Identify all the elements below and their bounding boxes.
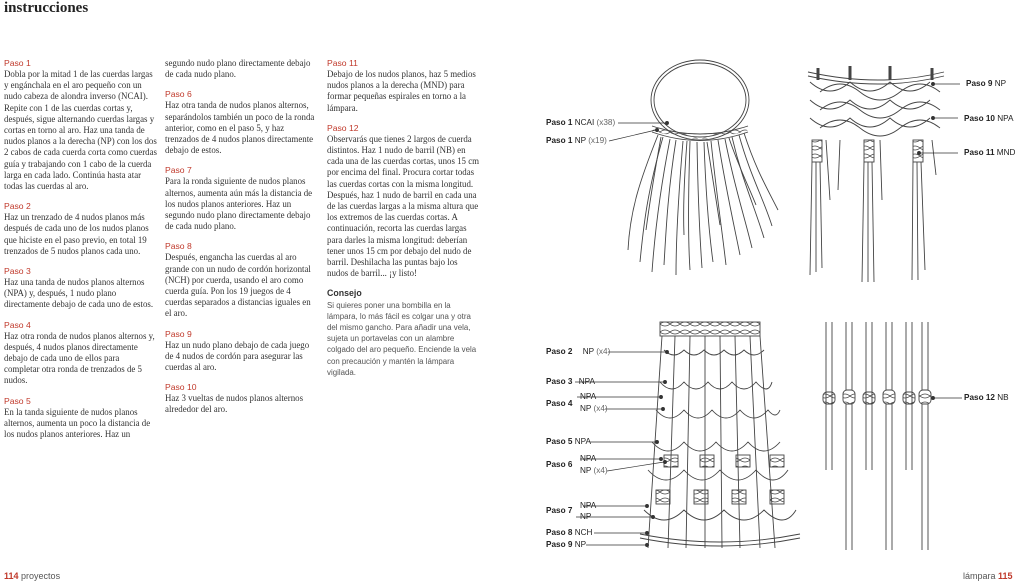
label-paso10-npa: Paso 10 NPA — [964, 114, 1014, 123]
label-paso9-np-top: Paso 9 NP — [966, 79, 1007, 88]
label-paso2-np: Paso 2 NP (x4) — [546, 347, 611, 356]
step-heading: Paso 11 — [327, 58, 358, 68]
step-heading: Paso 2 — [4, 201, 31, 212]
step-text: Haz un trenzado de 4 nudos planos más después de cada uno de los nudos planos que hiciste en el paso previo, en total 19 trenzados de 5 nudos planos cada uno. — [4, 212, 149, 256]
step-heading: Paso 7 — [165, 165, 192, 176]
diagram-net-cords — [808, 66, 944, 282]
label-paso4-np: NP (x4) — [580, 404, 608, 413]
section-name-right: lámpara — [963, 571, 996, 581]
diagram-barrel-knots — [823, 322, 931, 550]
label-paso3-npa: Paso 3 NPA — [546, 377, 595, 386]
label-paso5-npa: Paso 5 NPA — [546, 437, 591, 446]
label-paso4: Paso 4 — [546, 399, 573, 408]
diagram-ring-cords — [628, 60, 778, 275]
label-paso12-nb: Paso 12 NB — [964, 393, 1009, 402]
label-paso6: Paso 6 — [546, 460, 573, 469]
step-text: Haz otra ronda de nudos planos alternos y, después, 4 nudos planos directamente debajo de cada uno de ellos para completar otra ronda de trenzados de 5 nudos. — [4, 330, 155, 386]
tip-text: Si quieres poner una bombilla en la lámpara, lo más fácil es colgar una y otra del mismo gancho. Para añadir una vela, sujeta un portavelas con un alambre colgado del aro pequeño. Enciende la vela con precaución y mantén la lámpara vigilada. — [327, 300, 477, 377]
step-text: En la tanda siguiente de nudos planos alternos, aumenta un poco la distancia de los nudos planos anteriores. Haz un — [4, 406, 151, 440]
label-paso6-npa: NPA — [580, 454, 597, 463]
diagram-leader-lines — [575, 82, 962, 546]
page-number-right: 115 — [998, 571, 1013, 581]
step-text: segundo nudo plano directamente debajo de cada nudo plano. — [165, 58, 311, 80]
step-text: Haz un nudo plano debajo de cada juego de 4 nudos de cordón para asegurar las cuerdas al aro. — [165, 339, 310, 373]
step-heading: Paso 9 — [165, 328, 192, 339]
tip-heading: Consejo — [327, 288, 362, 299]
step-heading: Paso 4 — [4, 319, 31, 330]
label-paso8-nch: Paso 8 NCH — [546, 528, 593, 537]
step-text: Después, engancha las cuerdas al aro grande con un nudo de cordón horizontal (NCH) por cuerda, usando el aro como cuerda guía. Pon los 19 juegos de 4 cuerdas separados a distancias iguales en el aro. — [165, 252, 311, 319]
step-text: Haz otra tanda de nudos planos alternos, separándolos también un poco de la ronda anterior, como en el paso 5, y haz trenzados de 4 nudos planos directamente debajo de estos. — [165, 100, 315, 156]
step-heading: Paso 8 — [165, 241, 192, 252]
label-paso7-npa: NPA — [580, 501, 597, 510]
label-paso6-np: NP (x4) — [580, 466, 608, 475]
diagram-lamp-body — [640, 322, 800, 548]
step-heading: Paso 5 — [4, 395, 31, 406]
step-heading: Paso 12 — [327, 122, 359, 133]
step-text: Para la ronda siguiente de nudos planos alternos, aumenta aún más la distancia de los nudos planos anteriores. Haz un segundo nudo plano directamente debajo de cada nudo plano. — [165, 176, 313, 232]
page-number-left: 114 — [4, 571, 19, 581]
step-text: Dobla por la mitad 1 de las cuerdas largas y engánchala en el aro pequeño con un nudo cabeza de alondra inverso (NCAI). Repite con 1 de las cuerdas cortas y, después, sigue alternando cuerdas largas y cortas en torno al aro. Haz una tanda de nudos planos a la derecha (NP) con los dos 2 cabos de cada cuerda corta como cuerdas guía y trabajando con 1 cabo de la cuerda larga en cada lado. Continúa hasta atar todas las cuerdas al aro. — [4, 69, 158, 192]
page-title: instrucciones — [4, 0, 89, 16]
label-paso9-np-bottom: Paso 9 NP — [546, 540, 587, 549]
label-paso7: Paso 7 — [546, 506, 573, 515]
label-paso11-mnd: Paso 11 MND — [964, 148, 1016, 157]
label-paso7-np: NP — [580, 512, 592, 521]
section-name-left: proyectos — [21, 571, 61, 581]
step-heading: Paso 3 — [4, 266, 31, 277]
step-heading: Paso 10 — [165, 382, 197, 393]
step-text: Debajo de los nudos planos, haz 5 medios nudos planos a la derecha (MND) para formar pequeñas espirales en torno a la lámpara. — [327, 69, 476, 113]
label-paso1-ncai: Paso 1 NCAI (x38) — [546, 118, 616, 127]
step-text: Haz 3 vueltas de nudos planos alternos alrededor del aro. — [165, 393, 304, 415]
step-heading: Paso 6 — [165, 89, 192, 100]
step-text: Observarás que tienes 2 largos de cuerda distintos. Haz 1 nudo de barril (NB) en cada una de las cuerdas cortas, unos 15 cm por encima del final. Procura cortar todas las cuerdas cortas con la misma longitud. Después, haz 1 nudo de barril en cada una de las cuerdas largas a la misma altura que los extremos de las cuerdas cortas. A continuación, recorta las cuerdas largas para darles la misma longitud: deberían tener unos 15 cm por debajo del nudo de barril. Deshilacha las puntas bajo los nudos de barril... ¡y listo! — [327, 133, 480, 279]
step-text: Haz una tanda de nudos planos alternos (NPA) y, después, 1 nudo plano directamente debajo de cada uno de estos. — [4, 277, 154, 310]
step-heading: Paso 1 — [4, 58, 31, 68]
label-paso1-np: Paso 1 NP (x19) — [546, 136, 607, 145]
label-paso4-npa: NPA — [580, 392, 597, 401]
